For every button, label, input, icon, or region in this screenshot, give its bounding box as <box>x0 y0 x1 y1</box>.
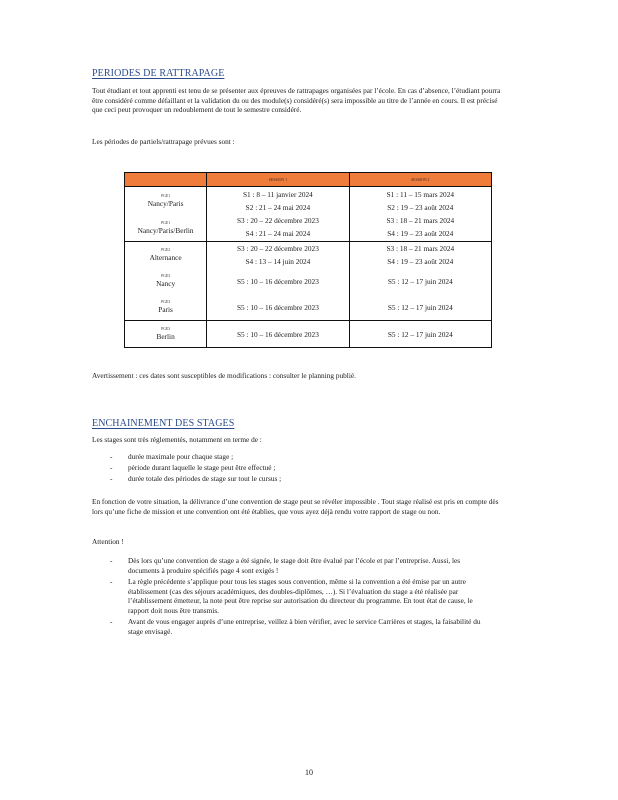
session1-cell <box>207 321 349 348</box>
attention-list <box>110 556 490 636</box>
list-item: - Dès lors qu’une convention de stage a été signée, le stage doit être évalué par l’école et par l’entreprise. Aussi, les documents à produire spécifiés page 4 sont exigés ! <box>110 556 490 575</box>
date-entry: S4 : 13 – 14 juin 2024 <box>245 257 311 266</box>
date-entry: S3 : 20 – 22 décembre 2023 <box>236 244 319 253</box>
list-item: - Avant de vous engager auprès d’une entreprise, veillez à bien vérifier, avec le service Carrières et stages, la faisabilité du stage envisagé. <box>110 617 490 636</box>
date-entry: S5 : 12 – 17 juin 2024 <box>387 329 453 339</box>
campus-cell <box>125 187 207 242</box>
campus-cell <box>125 242 207 321</box>
campus-label: Nancy/Paris <box>147 198 184 208</box>
section-title-rattrapage: PERIODES DE RATTRAPAGE <box>92 68 225 79</box>
program-label: PGE3 <box>161 274 171 278</box>
rattrapage-warning: Avertissement : ces dates sont susceptibles de modifications : consulter le planning publié. <box>92 371 356 380</box>
campus-label: Nancy <box>156 279 176 288</box>
table-header-row <box>125 173 492 187</box>
table-header-empty <box>125 173 207 187</box>
date-entry: S4 : 21 – 24 mai 2024 <box>245 229 311 238</box>
attention-label: Attention ! <box>92 537 124 546</box>
campus-label: Nancy/Paris/Berlin <box>137 225 194 235</box>
list-item: - durée maximale pour chaque stage ; <box>110 451 281 462</box>
table-header-session2: SESSION 2 <box>349 173 491 187</box>
campus-cell <box>125 321 207 348</box>
program-label: PGE2 <box>161 248 171 252</box>
session1-cell <box>207 187 349 242</box>
list-item: - La règle précédente s’applique pour tous les stages sous convention, même si la convention a été émise par un autre établissement (cas des séjours académiques, des doubles-diplômes, …). Si l’évaluation du stage a été réalisée par l’établissement émetteur, la note peut être reprise sur autorisation du directeur du programme. En tout état de cause, le rapport doit nous être transmis. <box>110 577 490 615</box>
program-label: PGE1 <box>161 193 171 198</box>
campus-label: Alternance <box>149 253 182 262</box>
session2-cell <box>349 187 491 242</box>
campus-label: Paris <box>158 305 173 314</box>
date-entry: S1 : 8 – 11 janvier 2024 <box>242 190 313 199</box>
session1-cell <box>207 242 349 321</box>
date-entry: S3 : 18 – 21 mars 2024 <box>386 244 455 253</box>
program-label: PGE1 <box>161 220 171 225</box>
rattrapage-lead: Les périodes de partiels/rattrapage prévues sont : <box>92 137 235 146</box>
section-title-stages: ENCHAINEMENT DES STAGES <box>92 418 235 429</box>
date-entry: S5 : 10 – 16 décembre 2023 <box>236 302 319 312</box>
stages-constraints-list <box>110 451 281 484</box>
program-label: PGE3 <box>161 300 171 304</box>
program-label: PGE3 <box>161 327 171 331</box>
table-row <box>125 187 492 242</box>
table-header-session1: SESSION 1 <box>207 173 349 187</box>
stages-lead: Les stages sont très réglementés, notamment en terme de : <box>92 435 262 444</box>
date-entry: S2 : 19 – 23 août 2024 <box>387 203 454 212</box>
stages-paragraph: En fonction de votre situation, la délivrance d’une convention de stage peut se révéler impossible . Tout stage réalisé est pris en compte dès lors qu’une fiche de mission et une convention ont été établies, que vous ayez déjà rendu votre rapport de stage ou non. <box>92 497 499 516</box>
date-entry: S3 : 20 – 22 décembre 2023 <box>236 216 319 225</box>
list-item: - durée totale des périodes de stage sur tout le cursus ; <box>110 473 281 484</box>
date-entry: S4 : 19 – 23 août 2024 <box>387 229 454 238</box>
date-entry: S5 : 10 – 16 décembre 2023 <box>236 276 319 286</box>
date-entry: S4 : 19 – 23 août 2024 <box>387 257 454 266</box>
table-row <box>125 321 492 348</box>
date-entry: S2 : 21 – 24 mai 2024 <box>245 203 311 212</box>
date-entry: S5 : 10 – 16 décembre 2023 <box>236 329 319 339</box>
page-number: 10 <box>305 768 313 777</box>
session2-cell <box>349 242 491 321</box>
date-entry: S1 : 11 – 15 mars 2024 <box>386 190 455 199</box>
date-entry: S5 : 12 – 17 juin 2024 <box>387 276 453 286</box>
table-row <box>125 242 492 321</box>
campus-label: Berlin <box>156 332 175 341</box>
date-entry: S3 : 18 – 21 mars 2024 <box>386 216 455 225</box>
date-entry: S5 : 12 – 17 juin 2024 <box>387 302 453 312</box>
session2-cell <box>349 321 491 348</box>
rattrapage-table <box>124 172 492 348</box>
list-item: - période durant laquelle le stage peut être effectué ; <box>110 462 281 473</box>
rattrapage-intro: Tout étudiant et tout apprenti est tenu de se présenter aux épreuves de rattrapages organisées par l’école. En cas d’absence, l’étudiant pourra être considéré comme défaillant et la validation du ou des module(s) considéré(s) sera impossible au titre de l’année en cours. Il est précisé que ceci peut provoquer un redoublement de tout le semestre considéré. <box>92 86 501 114</box>
